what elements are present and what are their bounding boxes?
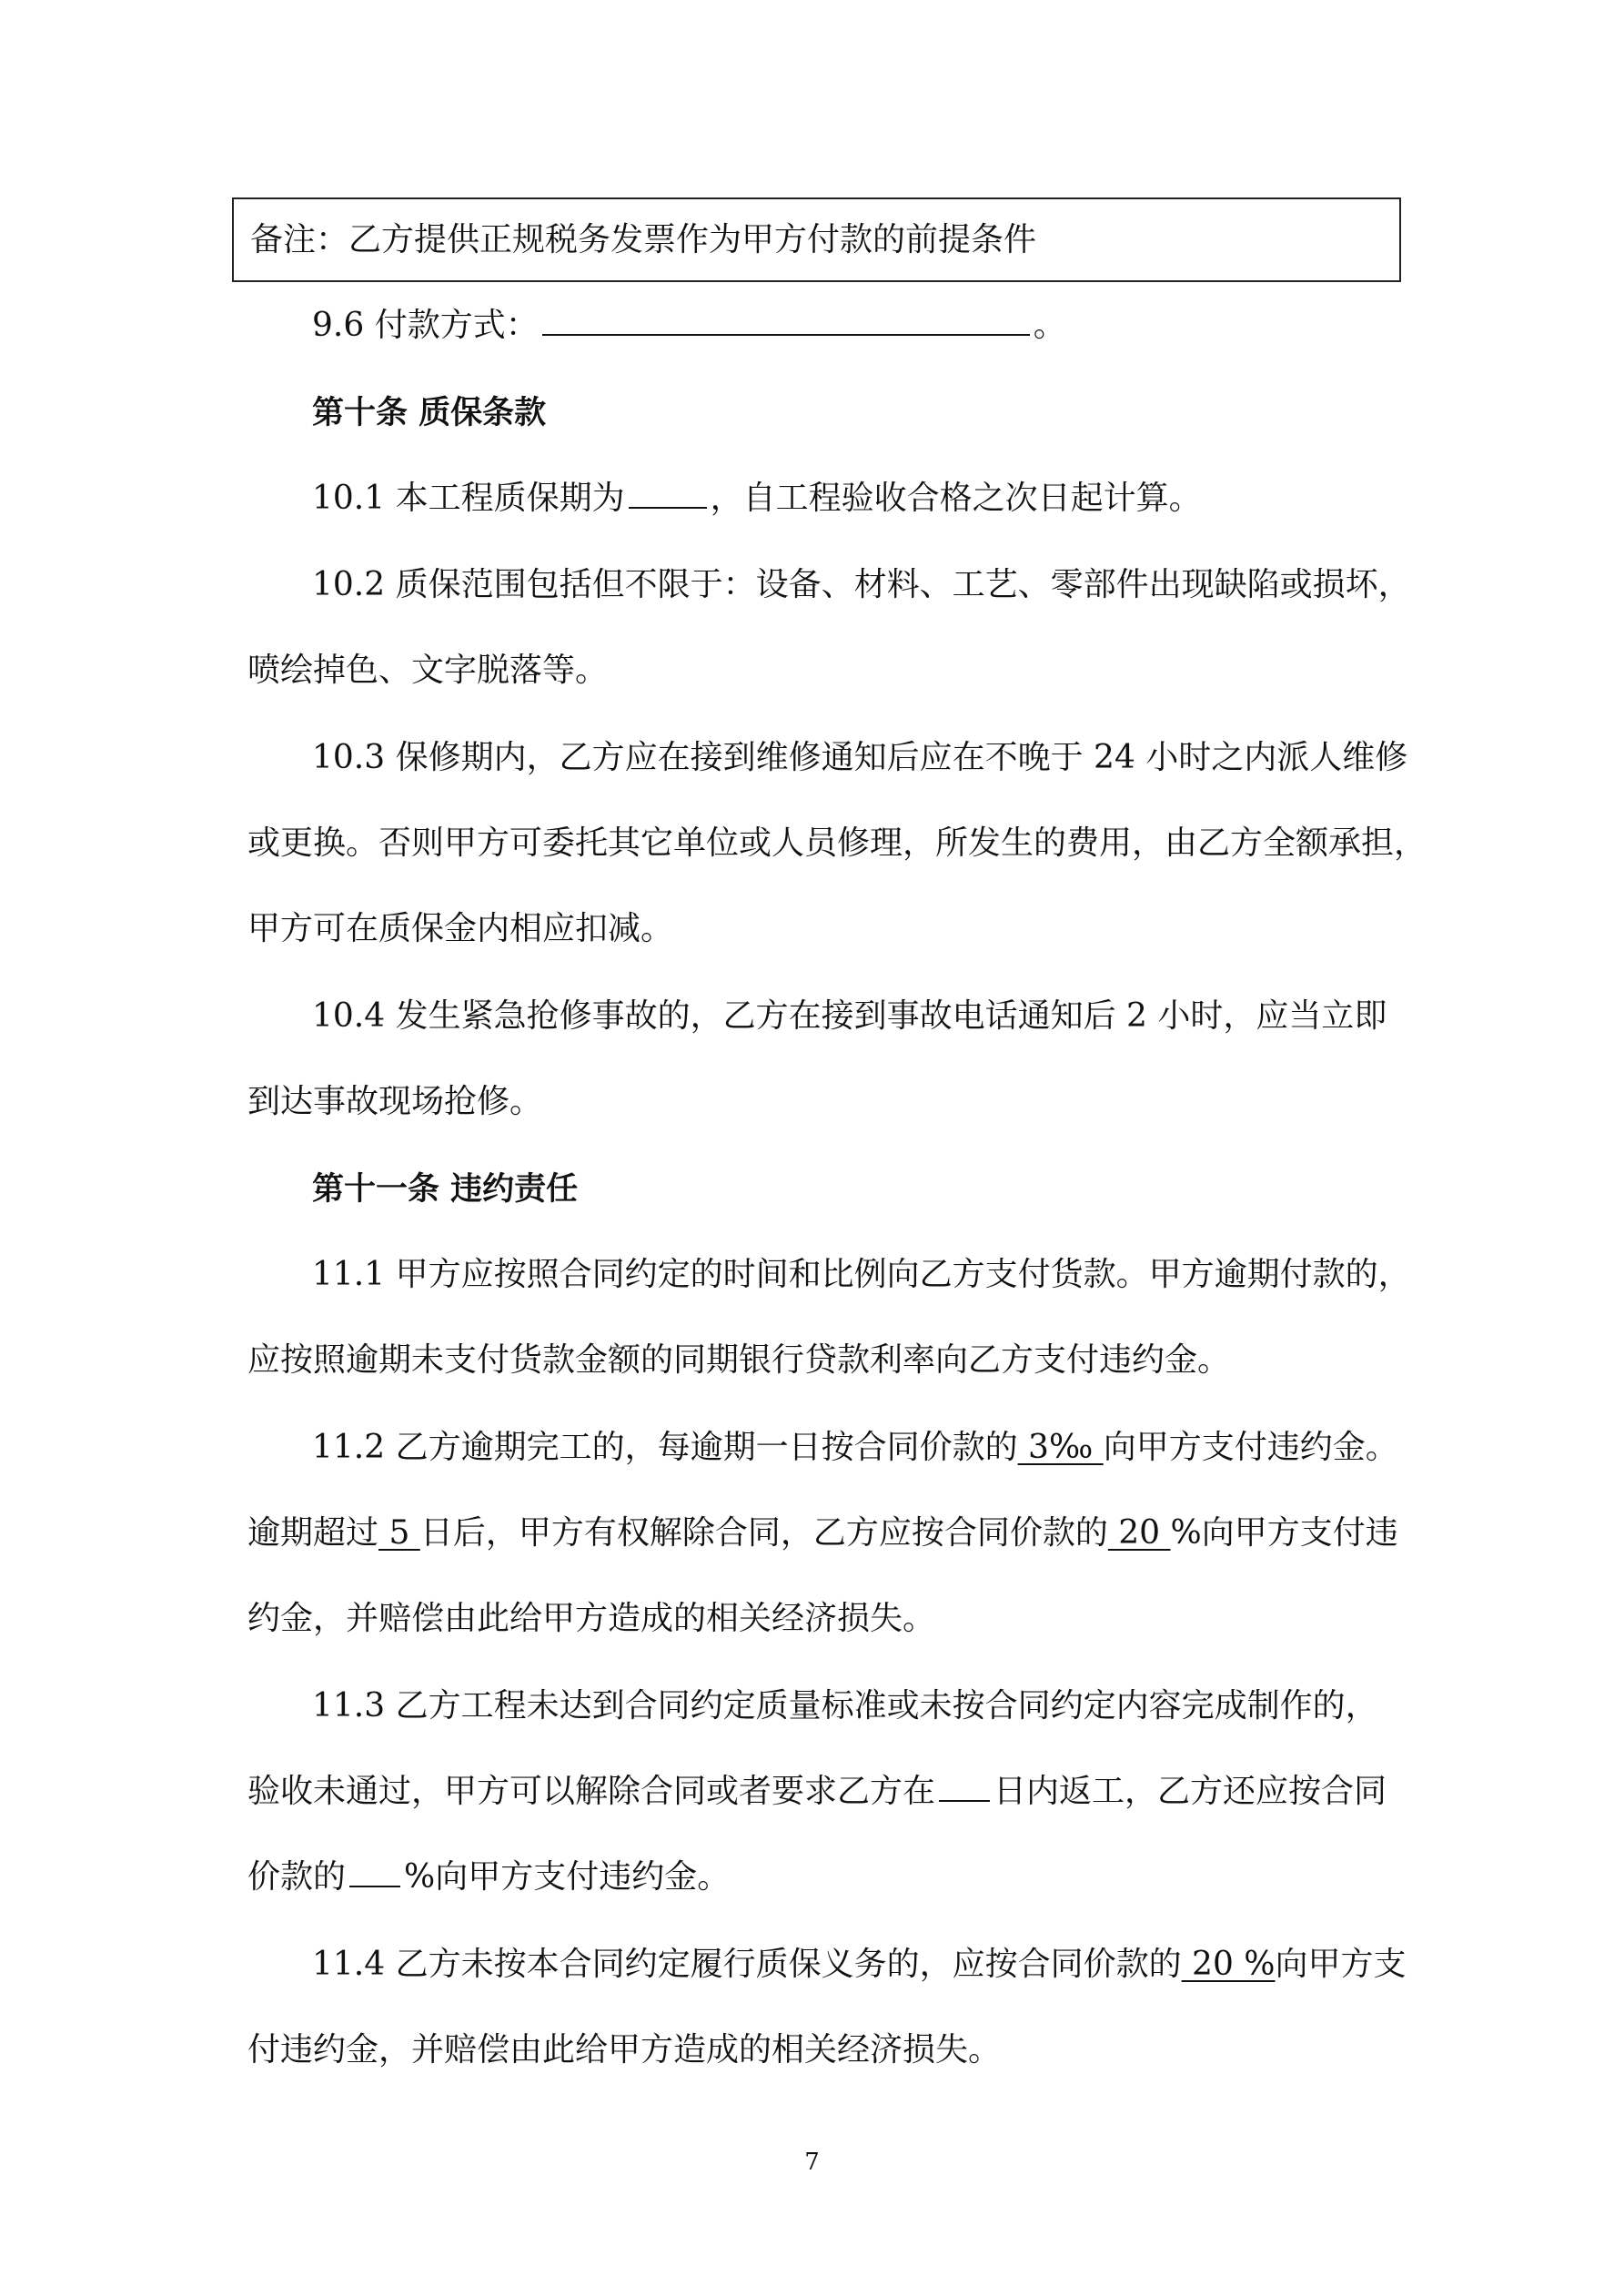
- overdue-days-limit: 5: [378, 1514, 420, 1552]
- clause-11-3-line-1: 11.3 乙方工程未达到合同约定质量标准或未按合同约定内容完成制作的，: [312, 1687, 1378, 1725]
- delay-penalty-rate: 3‰: [1017, 1429, 1104, 1466]
- clause-11-3-line-3: [247, 1855, 730, 1900]
- payment-note-text: 备注：乙方提供正规税务发票作为甲方付款的前提条件: [250, 221, 1037, 258]
- warranty-breach-penalty-percent: 20 %: [1181, 1946, 1276, 1983]
- termination-penalty-percent: 20: [1107, 1514, 1171, 1552]
- clause-10-2-line-1: 10.2 质保范围包括但不限于：设备、材料、工艺、零部件出现缺陷或损坏，: [312, 566, 1411, 603]
- clause-11-2-text-e: %向甲方支付违: [1170, 1514, 1398, 1552]
- clause-11-2-line-3: 约金，并赔偿由此给甲方造成的相关经济损失。: [247, 1600, 936, 1637]
- clause-11-1-line-2: 应按照逾期未支付货款金额的同期银行贷款利率向乙方支付违约金。: [247, 1341, 1231, 1379]
- clause-11-2-text-c: 逾期超过: [247, 1514, 379, 1552]
- clause-11-4-line-1: [312, 1942, 1407, 1988]
- clause-11-2-line-1: [312, 1425, 1398, 1471]
- clause-9-6-end: 。: [1033, 307, 1066, 344]
- clause-10-1: [312, 476, 1202, 521]
- clause-11-3-text-b: 日内返工，乙方还应按合同: [994, 1773, 1387, 1810]
- clause-11-4-line-2: 付违约金，并赔偿由此给甲方造成的相关经济损失。: [247, 2031, 1002, 2068]
- clause-11-4-text-b: 向甲方支: [1275, 1946, 1407, 1983]
- quality-penalty-percent-blank: [349, 1856, 400, 1887]
- clause-9-6: [312, 303, 1066, 349]
- clause-10-3-line-3: 甲方可在质保金内相应扣减。: [247, 910, 674, 947]
- payment-note-box: [232, 197, 1401, 282]
- clause-11-1-line-1: 11.1 甲方应按照合同约定的时间和比例向乙方支付货款。甲方逾期付款的，: [312, 1256, 1411, 1293]
- clause-11-4-text-a: 11.4 乙方未按本合同约定履行质保义务的，应按合同价款的: [312, 1946, 1182, 1983]
- clause-11-3-text-c: 价款的: [247, 1858, 347, 1896]
- clause-10-3-line-2: 或更换。否则甲方可委托其它单位或人员修理，所发生的费用，由乙方全额承担，: [247, 824, 1427, 862]
- clause-10-1-text-b: ，自工程验收合格之次日起计算。: [710, 480, 1202, 517]
- warranty-period-blank: [629, 478, 707, 509]
- article-10-heading: 第十条 质保条款: [312, 395, 547, 431]
- clause-11-2-line-2: [247, 1511, 1398, 1556]
- clause-10-4-line-2: 到达事故现场抢修。: [247, 1083, 543, 1120]
- page-number: 7: [804, 2149, 820, 2176]
- payment-method-blank: [542, 305, 1030, 336]
- clause-11-3-text-a: 验收未通过，甲方可以解除合同或者要求乙方在: [247, 1773, 936, 1810]
- clause-11-2-text-d: 日后，甲方有权解除合同，乙方应按合同价款的: [419, 1514, 1108, 1552]
- clause-11-3-text-d: %向甲方支付违约金。: [404, 1858, 731, 1896]
- clause-10-2-line-2: 喷绘掉色、文字脱落等。: [247, 652, 609, 689]
- clause-10-3-line-1: 10.3 保修期内，乙方应在接到维修通知后应在不晚于 24 小时之内派人维修: [312, 739, 1408, 776]
- article-11-heading: 第十一条 违约责任: [312, 1171, 579, 1208]
- clause-10-1-text-a: 10.1 本工程质保期为: [312, 480, 625, 517]
- clause-11-3-line-2: [247, 1769, 1387, 1815]
- clause-11-2-text-b: 向甲方支付违约金。: [1103, 1429, 1398, 1466]
- clause-11-2-text-a: 11.2 乙方逾期完工的，每逾期一日按合同价款的: [312, 1429, 1018, 1466]
- rework-days-blank: [939, 1771, 990, 1802]
- clause-10-4-line-1: 10.4 发生紧急抢修事故的，乙方在接到事故电话通知后 2 小时，应当立即: [312, 997, 1387, 1035]
- clause-9-6-label: 9.6 付款方式：: [312, 307, 539, 344]
